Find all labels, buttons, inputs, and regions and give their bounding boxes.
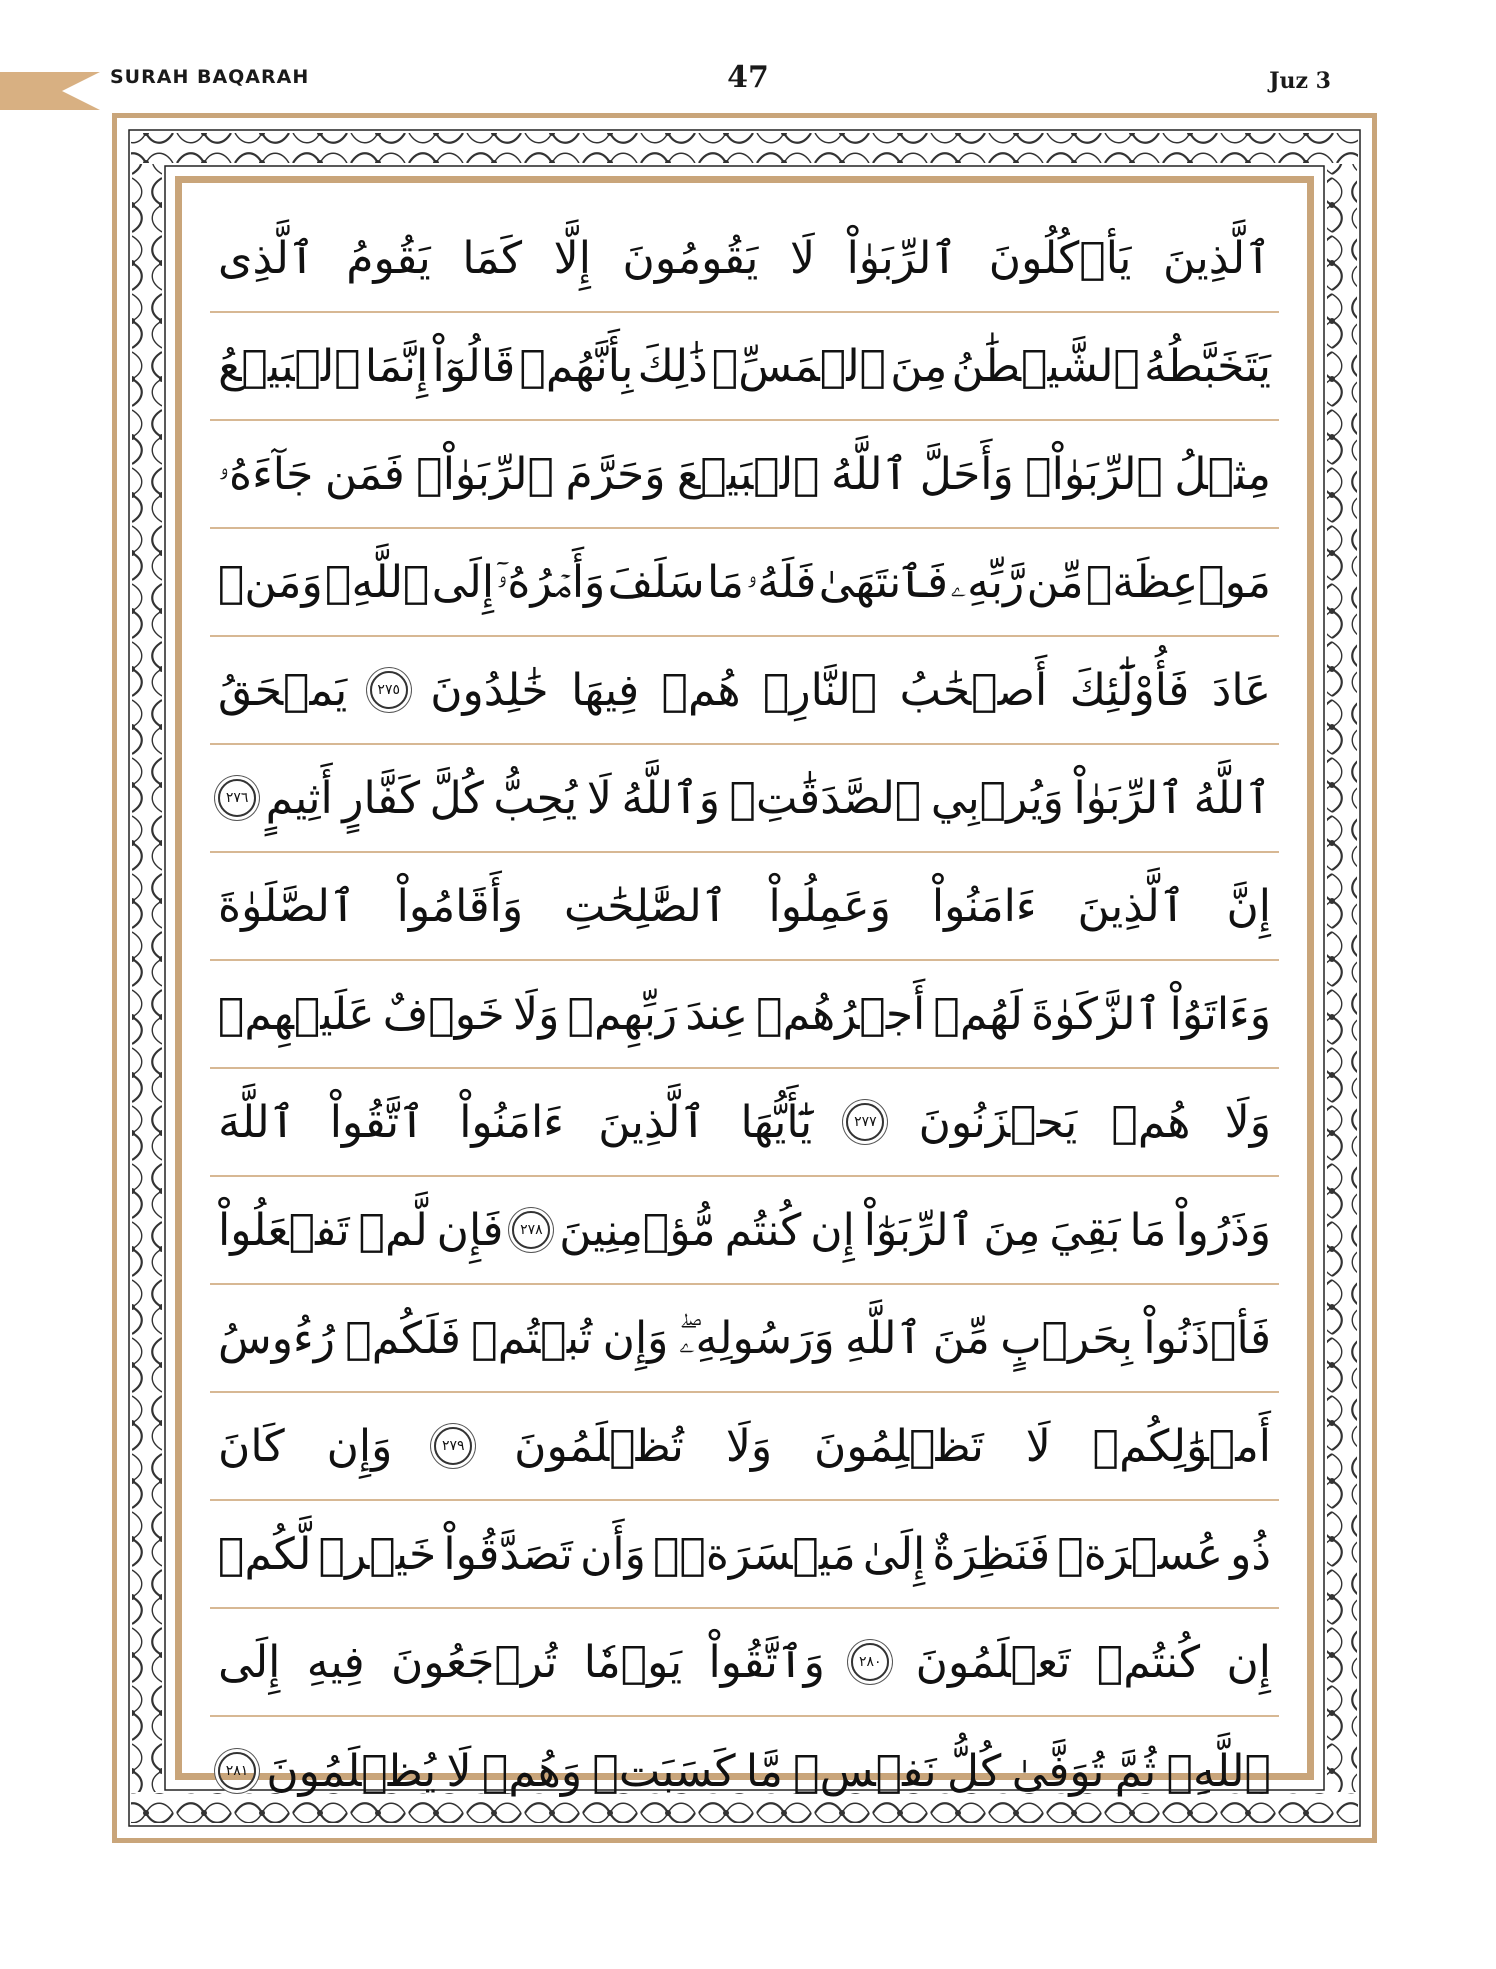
arabic-word: وَأَن: [580, 1528, 646, 1580]
arabic-word: مِّنَ: [932, 1312, 990, 1364]
arabic-word: بَقِيَ: [1049, 1204, 1121, 1256]
arabic-word: وَأَقَامُواْ: [396, 880, 524, 932]
arabic-word: فَنَظِرَةٌ: [932, 1528, 1051, 1580]
arabic-word: لَا: [446, 1745, 472, 1797]
arabic-word: مِنَ: [890, 340, 948, 392]
arabic-word: هُمۡ: [661, 664, 741, 716]
arabic-word: وَذَرُواْ: [1175, 1204, 1271, 1256]
arabic-word: ٱلَّذِى: [218, 232, 315, 284]
arabic-word: سَلَفَ: [607, 556, 705, 608]
arabic-word: كَسَبَتۡ: [592, 1745, 736, 1797]
text-frame: [175, 176, 1314, 1797]
arabic-word: فِيهَا: [571, 664, 640, 716]
arabic-word: لَّكُمۡ: [218, 1528, 312, 1580]
arabic-word: إِنَّمَا: [364, 340, 429, 392]
ayah-number-marker: ٢٧٦: [218, 779, 256, 817]
arabic-word: مِّن: [1026, 556, 1084, 608]
arabic-word: رُءُوسُ: [218, 1312, 335, 1364]
arabic-word: إِلَى: [431, 556, 495, 608]
verse-line: [210, 1285, 1279, 1393]
ayah-number-marker: ٢٧٥: [370, 671, 408, 709]
arabic-word: وَعَمِلُواْ: [768, 880, 891, 932]
arabic-word: لَا: [586, 772, 612, 824]
ayah-number-marker: ٢٧٩: [434, 1427, 472, 1465]
arabic-word: وَأَحَلَّ: [919, 448, 1014, 500]
verse-line: [210, 1717, 1279, 1825]
arabic-word: مَّا: [745, 1745, 783, 1797]
arabic-word: وَإِن: [602, 1312, 669, 1364]
arabic-word: إِلَىٰ: [862, 1528, 926, 1580]
arabic-word: تُبۡتُمۡ: [471, 1312, 593, 1364]
verse-line: [210, 421, 1279, 529]
arabic-word: بِحَرۡبٍ: [1000, 1312, 1133, 1364]
arabic-word: لَا: [1025, 1420, 1051, 1472]
ayah-number-marker: ٢٧٧: [846, 1103, 884, 1141]
arabic-word: ٱلرِّبَوٰاْۚ: [416, 448, 554, 500]
arabic-word: تَصَدَّقُواْ: [443, 1528, 573, 1580]
verse-line: [210, 1609, 1279, 1717]
ayah-number-marker: ٢٨١: [218, 1752, 256, 1790]
arabic-word: مِنَ: [983, 1204, 1041, 1256]
arabic-word: خَٰلِدُونَ: [430, 664, 549, 716]
page-number: 47: [727, 60, 769, 95]
arabic-word: عَلَيۡهِمۡ: [218, 988, 375, 1040]
arabic-word: فِيهِ: [306, 1636, 365, 1688]
arabic-word: كُلَّ: [429, 772, 484, 824]
arabic-word: يَمۡحَقُ: [218, 664, 348, 716]
arabic-word: يَحۡزَنُونَ: [918, 1096, 1078, 1148]
arabic-word: فَمَن: [324, 448, 405, 500]
arabic-word: فَلَكُمۡ: [345, 1312, 461, 1364]
arabic-word: ٱلۡمَسِّۚ: [711, 340, 887, 392]
verse-line: [210, 529, 1279, 637]
verse-line: [210, 1393, 1279, 1501]
arabic-word: وَأَمۡرُهُۥٓ: [496, 556, 606, 608]
arabic-word: ٱلرِّبَوٰاْ: [846, 232, 958, 284]
arabic-word: رَّبِّهِۦ: [950, 556, 1025, 608]
arabic-word: فَأُوْلَٰٓئِكَ: [1069, 664, 1190, 716]
arabic-word: ٱللَّهُ: [1193, 772, 1271, 824]
arabic-word: ٱللَّهِۖ: [1166, 1745, 1271, 1797]
arabic-word: كُنتُمۡ: [1096, 1636, 1201, 1688]
arabic-word: تَظۡلِمُونَ: [814, 1420, 984, 1472]
arabic-word: يَأۡكُلُونَ: [988, 232, 1132, 284]
arabic-word: ٱللَّهِۖ: [325, 556, 430, 608]
verse-line: [210, 313, 1279, 421]
arabic-word: كُنتُم: [724, 1204, 802, 1256]
arabic-word: ٱلصَّدَقَٰتِۗ: [729, 772, 922, 824]
ayah-number-marker: ٢٨٠: [851, 1643, 889, 1681]
arabic-word: ذُو: [1230, 1528, 1271, 1580]
arabic-word: وَءَاتَوُاْ: [1169, 988, 1271, 1040]
arabic-word: إِنَّ: [1226, 880, 1271, 932]
arabic-word: يَٰٓأَيُّهَا: [740, 1096, 813, 1148]
verse-line: [210, 745, 1279, 853]
arabic-word: يَقُومُونَ: [622, 232, 759, 284]
arabic-word: لَهُمۡ: [933, 988, 1023, 1040]
arabic-word: تُرۡجَعُونَ: [390, 1636, 558, 1688]
arabic-word: إِن: [810, 1204, 855, 1256]
arabic-word: تَعۡلَمُونَ: [915, 1636, 1071, 1688]
arabic-word: خَوۡفٌ: [382, 988, 505, 1040]
arabic-word: فَلَهُۥ: [746, 556, 817, 608]
arabic-word: ٱلصَّلَوٰةَ: [218, 880, 356, 932]
arabic-word: فَٱنتَهَىٰ: [818, 556, 949, 608]
arabic-word: نَفۡسٖ: [793, 1745, 937, 1797]
ayah-number-marker: ٢٧٨: [512, 1211, 550, 1249]
arabic-word: أَمۡوَٰلِكُمۡ: [1092, 1420, 1271, 1472]
arabic-word: وَلَا: [1224, 1096, 1271, 1148]
arabic-word: يُحِبُّ: [493, 772, 578, 824]
verse-lines: [210, 205, 1279, 1797]
arabic-word: خَيۡرٞ: [318, 1528, 437, 1580]
arabic-word: أَصۡحَٰبُ: [899, 664, 1048, 716]
page-frame: [112, 113, 1377, 1843]
arabic-word: ٱلرِّبَوٰاْۗ: [1025, 448, 1163, 500]
arabic-word: ٱلرِّبَوٰٓاْ: [863, 1204, 975, 1256]
arabic-word: وَمَنۡ: [218, 556, 323, 608]
arabic-word: قَالُوٓاْ: [432, 340, 516, 392]
verse-line: [210, 1501, 1279, 1609]
arabic-word: ٱلصَّٰلِحَٰتِ: [564, 880, 728, 932]
arabic-word: تُظۡلَمُونَ: [514, 1420, 684, 1472]
arabic-word: وَلَا: [513, 988, 560, 1040]
arabic-word: مَا: [1129, 1204, 1167, 1256]
arabic-word: كَفَّارٍ: [342, 772, 421, 824]
verse-line: [210, 1069, 1279, 1177]
arabic-word: ٱلۡبَيۡعُ: [218, 340, 361, 392]
arabic-word: وَلَا: [725, 1420, 773, 1472]
arabic-word: وَرَسُولِهِۦۖ: [678, 1312, 835, 1364]
arabic-word: ٱلرِّبَوٰاْ: [1073, 772, 1185, 824]
arabic-word: وَحَرَّمَ: [565, 448, 666, 500]
arabic-word: وَٱتَّقُواْ: [708, 1636, 825, 1688]
arabic-word: ذَٰلِكَ: [637, 340, 708, 392]
arabic-word: ثُمَّ: [1114, 1745, 1157, 1797]
arabic-word: إِلَّا: [553, 232, 591, 284]
arabic-word: ٱتَّقُواْ: [329, 1096, 425, 1148]
arabic-word: ٱلَّذِينَ: [1077, 880, 1186, 932]
arabic-word: ٱللَّهَ: [218, 1096, 296, 1148]
arabic-word: إِن: [1226, 1636, 1271, 1688]
arabic-word: بِأَنَّهُمۡ: [519, 340, 634, 392]
arabic-word: أَثِيمٍ: [265, 772, 333, 824]
juz-label: Juz 3: [1269, 68, 1331, 94]
arabic-word: وَيُرۡبِي: [930, 772, 1064, 824]
verse-line: [210, 853, 1279, 961]
arabic-word: ٱللَّهُ: [830, 448, 909, 500]
arabic-word: عُسۡرَةٖ: [1057, 1528, 1223, 1580]
arabic-word: ٱلۡبَيۡعَ: [676, 448, 820, 500]
verse-line: [210, 1177, 1279, 1285]
arabic-word: جَآءَهُۥ: [218, 448, 314, 500]
arabic-word: تَفۡعَلُواْ: [218, 1204, 350, 1256]
arabic-word: ٱلَّذِينَ: [1162, 232, 1271, 284]
arabic-word: لَّمۡ: [358, 1204, 428, 1256]
arabic-word: رَبِّهِمۡ: [567, 988, 678, 1040]
arabic-word: إِلَى: [218, 1636, 281, 1688]
arabic-word: تُوَفَّىٰ: [1011, 1745, 1105, 1797]
arabic-word: فَأۡذَنُواْ: [1143, 1312, 1271, 1364]
arabic-word: كَمَا: [462, 232, 523, 284]
arabic-word: عَادَ: [1211, 664, 1271, 716]
arabic-word: ءَامَنُواْ: [931, 880, 1037, 932]
arabic-word: لَا: [789, 232, 816, 284]
arabic-word: مَوۡعِظَةٞ: [1085, 556, 1271, 608]
arabic-word: وَإِن: [326, 1420, 393, 1472]
arabic-word: كُلُّ: [947, 1745, 1002, 1797]
arabic-word: وَٱللَّهُ: [621, 772, 721, 824]
arabic-word: هُمۡ: [1111, 1096, 1191, 1148]
arabic-word: يَقُومُ: [346, 232, 431, 284]
arabic-word: ٱلَّذِينَ: [598, 1096, 707, 1148]
arabic-word: أَجۡرُهُمۡ: [756, 988, 926, 1040]
arabic-word: مَيۡسَرَةٖۚ: [653, 1528, 856, 1580]
arabic-word: ٱللَّهِ: [845, 1312, 923, 1364]
arabic-word: كَانَ: [218, 1420, 285, 1472]
arabic-word: مُّؤۡمِنِينَ: [559, 1204, 716, 1256]
arabic-word: فَإِن: [436, 1204, 504, 1256]
arabic-word: ٱلنَّارِۖ: [763, 664, 878, 716]
arabic-word: يَتَخَبَّطُهُ: [1144, 340, 1271, 392]
arabic-word: ٱلشَّيۡطَٰنُ: [951, 340, 1140, 392]
surah-name: SURAH BAQARAH: [110, 66, 310, 88]
arabic-word: عِندَ: [685, 988, 748, 1040]
arabic-word: ءَامَنُواْ: [459, 1096, 564, 1148]
arabic-word: يُظۡلَمُونَ: [266, 1745, 437, 1797]
arabic-word: ٱلزَّكَوٰةَ: [1031, 988, 1162, 1040]
arabic-word: وَهُمۡ: [481, 1745, 583, 1797]
arabic-word: مِثۡلُ: [1174, 448, 1271, 500]
arabic-word: يَوۡمٗا: [583, 1636, 683, 1688]
arabic-word: مَا: [706, 556, 744, 608]
verse-line: [210, 637, 1279, 745]
verse-line: [210, 205, 1279, 313]
verse-line: [210, 961, 1279, 1069]
